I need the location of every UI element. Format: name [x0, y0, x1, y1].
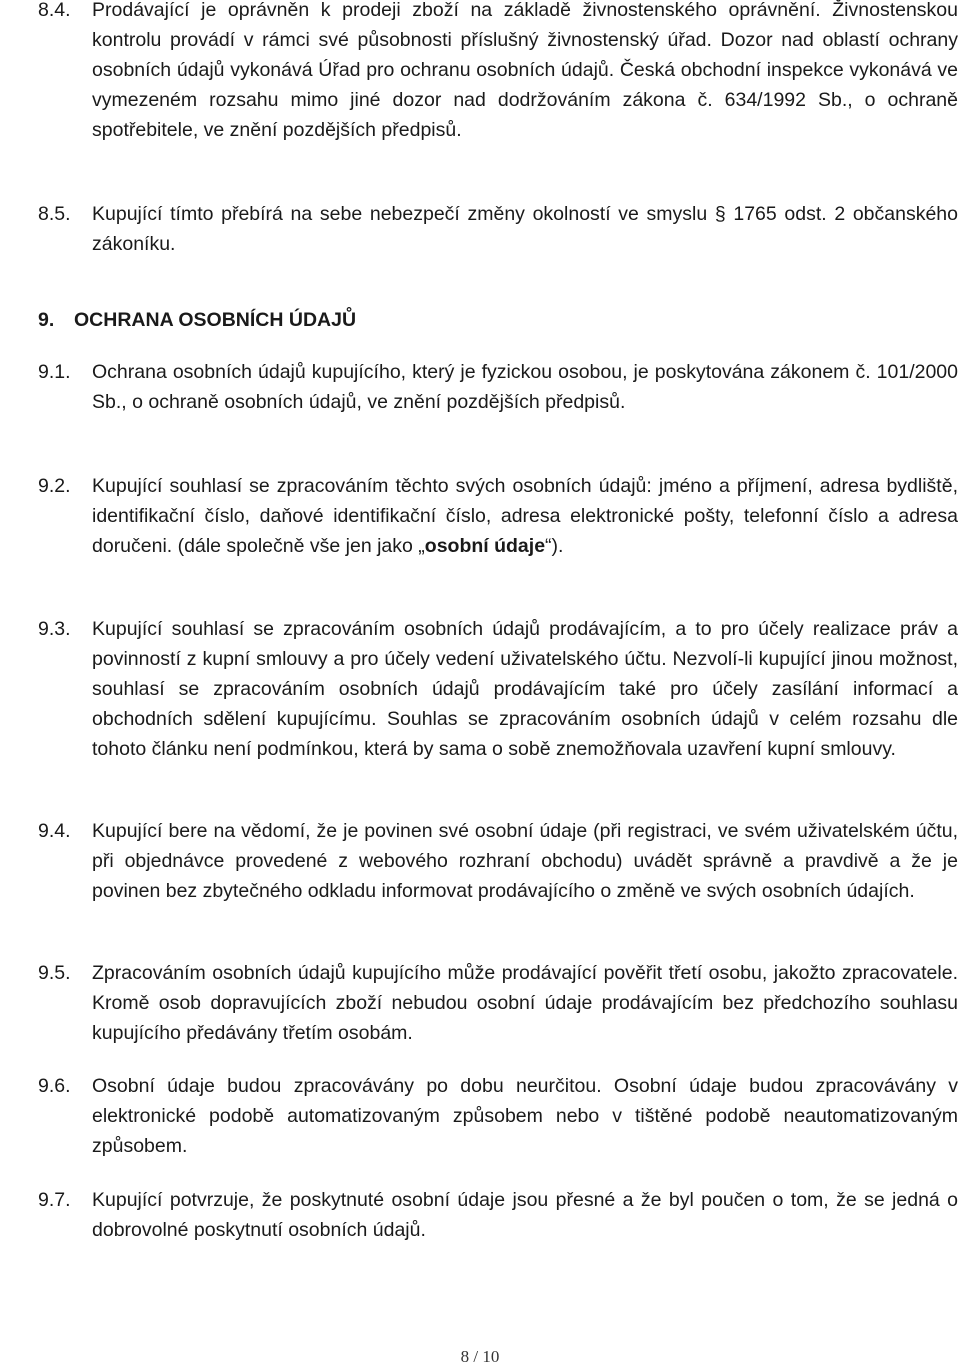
section-9-1: [38, 357, 958, 417]
heading-title: OCHRANA OSOBNÍCH ÚDAJŮ: [74, 309, 357, 331]
section-text: [92, 471, 958, 561]
section-text: Prodávající je oprávněn k prodeji zboží na základě živnostenského oprávnění. Živnostenskou kontrolu provádí v rámci své působnosti příslušný živnostenský úřad. Dozor nad oblastí ochrany osobních údajů vykonává Úřad pro ochranu osobních údajů. Česká obchodní inspekce vykonává ve vymezeném rozsahu mimo jiné dozor nad dodržováním zákona č. 634/1992 Sb., o ochraně spotřebitele, ve znění pozdějších předpisů.: [92, 0, 958, 141]
section-8-5: [38, 199, 958, 259]
section-text: Kupující potvrzuje, že poskytnuté osobní údaje jsou přesné a že byl poučen o tom, že se jedná o dobrovolné poskytnutí osobních údajů.: [92, 1189, 958, 1241]
section-number: 9.6.: [38, 1075, 71, 1097]
section-number: 8.5.: [38, 203, 71, 225]
section-text: Kupující bere na vědomí, že je povinen své osobní údaje (při registraci, ve svém uživatelském účtu, při objednávce provedené z webového rozhraní obchodu) uvádět správně a pravdivě a že je povinen bez zbytečného odkladu informovat prodávajícího o změně ve svých osobních údajích.: [92, 820, 958, 902]
section-text: Kupující souhlasí se zpracováním osobních údajů prodávajícím, a to pro účely realizace práv a povinností z kupní smlouvy a pro účely vedení uživatelského účtu. Nezvolí-li kupující jinou možnost, souhlasí se zpracováním osobních údajů prodávajícím také pro účely zasílání informací a obchodních sdělení kupujícímu. Souhlas se zpracováním osobních údajů v celém rozsahu dle tohoto článku není podmínkou, která by sama o sobě znemožňovala uzavření kupní smlouvy.: [92, 618, 958, 760]
section-8-4: [38, 0, 958, 145]
section-9-3: [38, 614, 958, 764]
section-number: 9.7.: [38, 1189, 71, 1211]
section-number: 9.3.: [38, 618, 71, 640]
page-number: 8 / 10: [460, 1347, 500, 1366]
section-heading-9: [38, 305, 356, 335]
section-number: 9.5.: [38, 962, 71, 984]
section-number: 9.1.: [38, 361, 71, 383]
section-text-part: Kupující souhlasí se zpracováním těchto svých osobních údajů: jméno a příjmení, adresa bydliště, identifikační číslo, daňové identifikační číslo, adresa elektronické pošty, telefonní číslo a adresa doručeni. (dále společně vše jen jako „: [92, 475, 958, 557]
section-9-4: [38, 816, 958, 906]
section-number: 8.4.: [38, 0, 71, 21]
section-9-6: [38, 1071, 958, 1161]
section-9-7: [38, 1185, 958, 1245]
section-text: Osobní údaje budou zpracovávány po dobu neurčitou. Osobní údaje budou zpracovávány v elektronické podobě automatizovaným způsobem nebo v tištěné podobě neautomatizovaným způsobem.: [92, 1075, 958, 1157]
section-text: Kupující tímto přebírá na sebe nebezpečí změny okolností ve smyslu § 1765 odst. 2 občanského zákoníku.: [92, 203, 958, 255]
section-9-5: [38, 958, 958, 1048]
defined-term: osobní údaje: [424, 535, 546, 557]
section-text: Ochrana osobních údajů kupujícího, který je fyzickou osobou, je poskytována zákonem č. 101/2000 Sb., o ochraně osobních údajů, ve znění pozdějších předpisů.: [92, 361, 958, 413]
section-number: 9.4.: [38, 820, 71, 842]
section-9-2: [38, 471, 958, 561]
section-text: Zpracováním osobních údajů kupujícího může prodávající pověřit třetí osobu, jakožto zpracovatele. Kromě osob dopravujících zboží nebudou osobní údaje prodávajícím bez předchozího souhlasu kupujícího předávány třetím osobám.: [92, 962, 958, 1044]
section-text-part: “).: [545, 535, 564, 557]
section-number: 9.2.: [38, 475, 71, 497]
heading-number: 9.: [38, 309, 55, 331]
